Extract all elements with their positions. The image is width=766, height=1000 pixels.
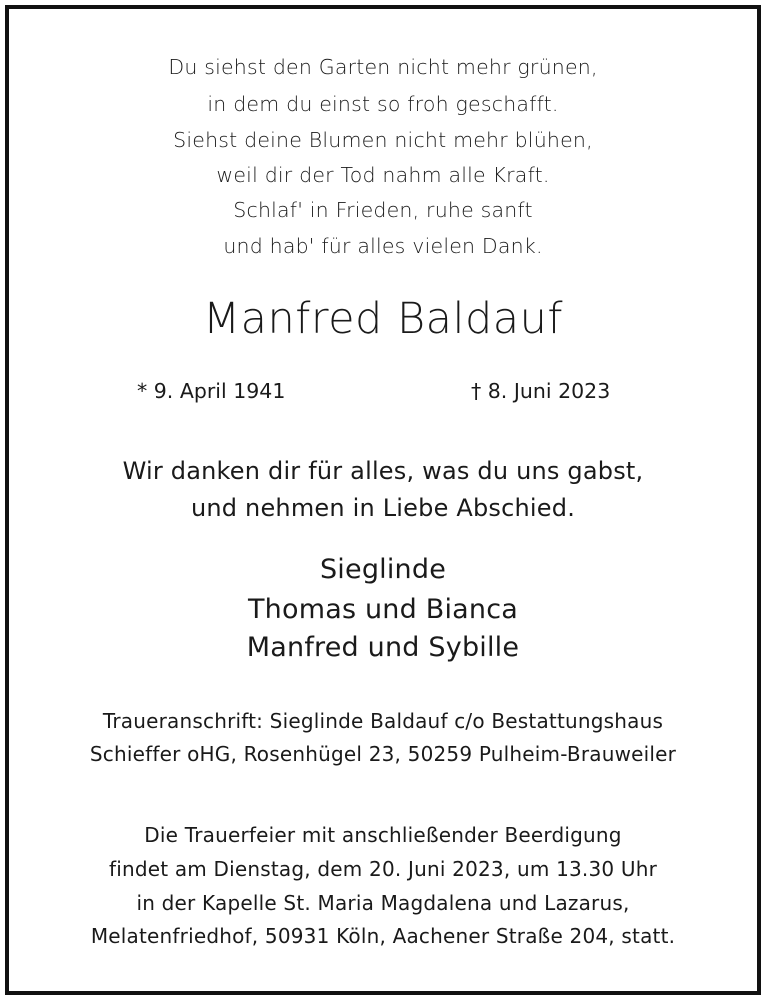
family-member: Thomas und Bianca	[247, 594, 519, 625]
family-member: Sieglinde	[319, 554, 447, 585]
poem-line: und hab' für alles vielen Dank.	[223, 234, 543, 258]
birth-date: * 9. April 1941	[137, 379, 286, 403]
address-line: Schieffer oHG, Rosenhügel 23, 50259 Pulheim-Brauweiler	[89, 742, 677, 766]
thanks-line: Wir danken dir für alles, was du uns gabst,	[122, 457, 644, 485]
thanks-line: und nehmen in Liebe Abschied.	[190, 494, 576, 522]
deceased-name: Manfred Baldauf	[203, 294, 563, 344]
ceremony-line: Melatenfriedhof, 50931 Köln, Aachener Straße 204, statt.	[90, 924, 676, 948]
address-line: Traueranschrift: Sieglinde Baldauf c/o Bestattungshaus	[102, 709, 664, 733]
ceremony-line: Die Trauerfeier mit anschließender Beerdigung	[144, 823, 622, 847]
poem-line: Schlaf' in Frieden, ruhe sanft	[233, 198, 533, 222]
poem-line: Du siehst den Garten nicht mehr grünen,	[168, 55, 598, 79]
poem-line: weil dir der Tod nahm alle Kraft.	[216, 163, 550, 187]
ceremony-line: findet am Dienstag, dem 20. Juni 2023, um 13.30 Uhr	[108, 857, 658, 881]
family-member: Manfred und Sybille	[246, 632, 520, 663]
ceremony-line: in der Kapelle St. Maria Magdalena und Lazarus,	[136, 891, 630, 915]
poem-line: in dem du einst so froh geschafft.	[207, 92, 559, 116]
obituary-notice	[5, 5, 761, 995]
death-date: † 8. Juni 2023	[471, 379, 611, 403]
poem-line: Siehst deine Blumen nicht mehr blühen,	[173, 128, 593, 152]
